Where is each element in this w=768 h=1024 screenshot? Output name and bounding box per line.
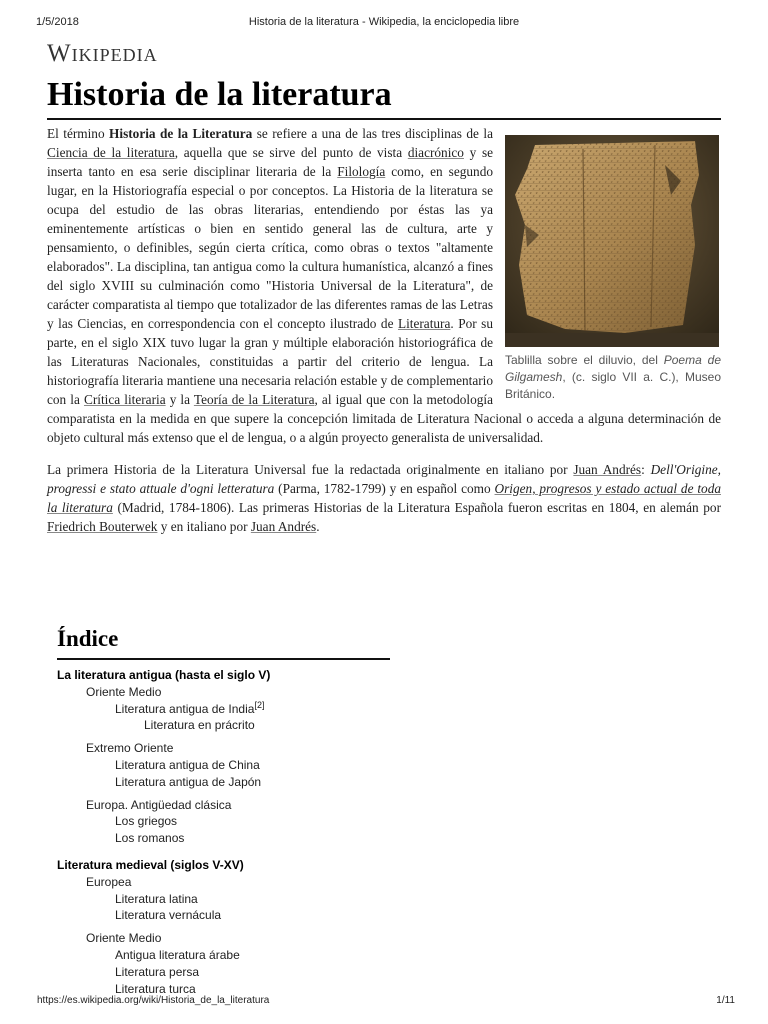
toc-divider	[57, 658, 390, 660]
toc-item[interactable]: Extremo Oriente	[86, 741, 174, 756]
print-date: 1/5/2018	[36, 16, 79, 28]
toc-item[interactable]: Antigua literatura árabe	[115, 947, 240, 962]
page-url: https://es.wikipedia.org/wiki/Historia_de_la_literatura	[37, 995, 270, 1006]
table-of-contents	[57, 667, 457, 997]
toc-item[interactable]: Oriente Medio	[86, 931, 162, 946]
link-filologia[interactable]: Filología	[337, 164, 386, 179]
title-divider	[47, 118, 721, 120]
toc-item[interactable]: Literatura en prácrito	[144, 718, 255, 733]
link-origen-progresos[interactable]: Origen, progresos y estado actual de toda la literatura	[47, 481, 721, 515]
toc-item[interactable]: Europea	[86, 874, 132, 889]
article-body	[47, 124, 721, 549]
toc-item[interactable]: Los griegos	[115, 814, 178, 829]
link-teoria-literatura[interactable]: Teoría de la Literatura	[193, 392, 315, 407]
toc-item[interactable]: Literatura turca	[115, 981, 196, 996]
toc-item[interactable]: Europa. Antigüedad clásica	[86, 797, 232, 812]
link-friedrich-bouterwek[interactable]: Friedrich Bouterwek	[47, 519, 158, 534]
link-critica-literaria[interactable]: Crítica literaria	[83, 392, 166, 407]
article-figure	[505, 135, 721, 403]
toc-item[interactable]: Oriente Medio	[86, 684, 162, 699]
toc-item[interactable]: Literatura persa	[115, 964, 200, 979]
toc-item[interactable]: Los romanos	[115, 831, 185, 846]
link-diacronico[interactable]: diacrónico	[407, 145, 464, 160]
toc-item[interactable]: Literatura latina	[115, 891, 198, 906]
toc-item[interactable]: Literatura antigua de China	[115, 757, 260, 772]
page-number: 1/11	[716, 995, 735, 1006]
page-title: Historia de la literatura	[47, 76, 392, 113]
toc-item[interactable]: Literatura vernácula	[115, 908, 222, 923]
wikipedia-logo[interactable]: Wikipedia	[47, 40, 158, 67]
reference-marker[interactable]: [2]	[254, 699, 265, 710]
gilgamesh-tablet-image[interactable]	[505, 135, 719, 347]
toc-item[interactable]: Literatura antigua de India[2]	[115, 699, 265, 716]
link-juan-andres[interactable]: Juan Andrés	[573, 462, 642, 477]
intro-paragraph: El término Historia de la Literatura se refiere a una de las tres disciplinas de la Ciencia de la literatura, aquella que se sirve del punto de vista diacrónico y se inserta tanto en esa serie disciplinar literaria de la Filología como, en segundo lugar, en la Historiografía especial o por conceptos. La Historia de la literatura se ocupa del estudio de las obras literarias, entendiendo por éstas las ya eminentemente artísticas o bien en sentido general las de cultura, arte y pensamiento, o definibles, según cierta crítica, como obras o textos "altamente elaborados". La disciplina, tan antigua como la cultura humanística, alcanzó a fines del siglo XVIII su culminación como "Historia Universal de la Literatura", de carácter comparatista al tiempo que totalizador de las diferentes ramas de las Letras y las Ciencias, en correspondencia con el concepto ilustrado de Literatura. Por su parte, en el siglo XIX tuvo lugar la gran y múltiple elaboración historiográfica de las Literaturas Nacionales, constituidas a partir del criterio de lengua. La historiografía literaria mantiene una necesaria relación estable y de complementario con la Crítica literaria y la Teoría de la Literatura, al igual que con la metodología comparatista en la medida en que supere la concepción limitada de Literatura Nacional o acceda a alguna determinación de objeto cultural más extenso que el de lengua, o a algún proyecto generalista de universalidad.	[47, 126, 721, 445]
link-juan-andres-2[interactable]: Juan Andrés	[250, 519, 317, 534]
toc-item[interactable]: Literatura antigua de Japón	[115, 774, 262, 789]
toc-title: Índice	[57, 626, 119, 651]
figure-caption: Tablilla sobre el diluvio, del Poema de Gilgamesh, (c. siglo VII a. C.), Museo Británico.	[505, 353, 721, 401]
toc-item[interactable]: La literatura antigua (hasta el siglo V)	[57, 668, 271, 682]
link-ciencia-literatura[interactable]: Ciencia de la literatura	[47, 145, 175, 160]
history-paragraph: La primera Historia de la Literatura Universal fue la redactada originalmente en italiano por Juan Andrés: Dell'Origine, progressi e stato attuale d'ogni letteratura (Parma, 1782-1799) y en español como Origen, progresos y estado actual de toda la literatura (Madrid, 1784-1806). Las primeras Historias de la Literatura Española fueron escritas en 1804, en alemán por Friedrich Bouterwek y en italiano por Juan Andrés.	[47, 462, 721, 534]
toc-item[interactable]: Literatura medieval (siglos V-XV)	[57, 857, 244, 872]
print-doc-title: Historia de la literatura - Wikipedia, la enciclopedia libre	[248, 16, 520, 28]
link-literatura[interactable]: Literatura	[397, 316, 451, 331]
